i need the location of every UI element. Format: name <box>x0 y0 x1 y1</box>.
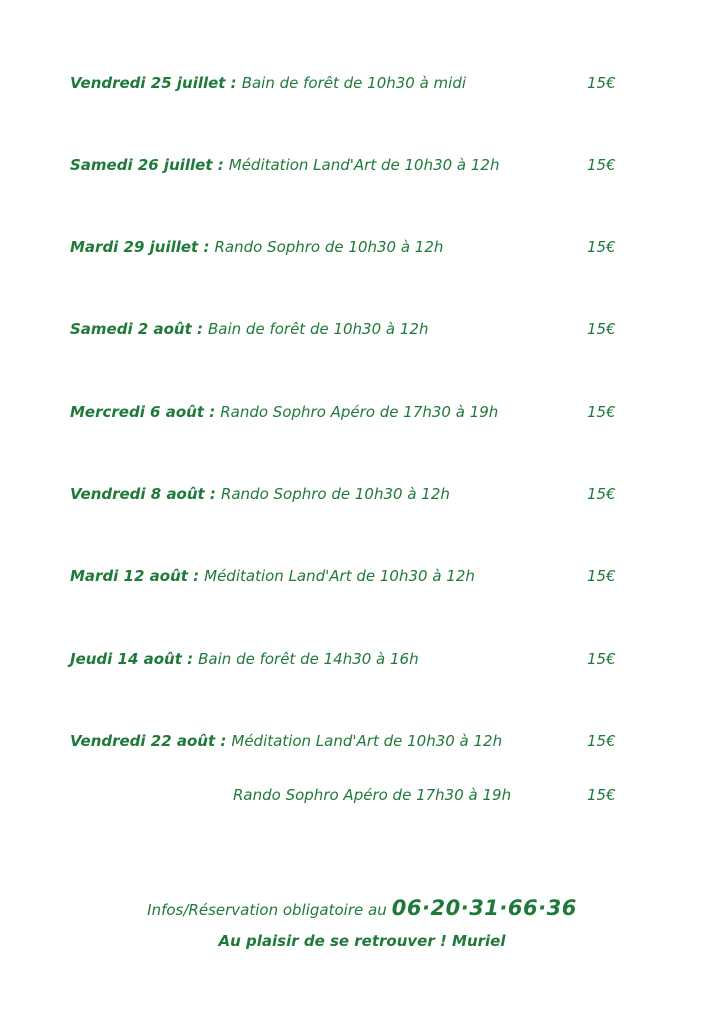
closing-line <box>0 931 724 950</box>
event-date: Mardi 12 août : <box>70 567 200 585</box>
event-date: Mercredi 6 août : <box>70 403 216 421</box>
event-row <box>70 317 630 341</box>
event-activity: Rando Sophro de 10h30 à 12h <box>220 485 450 503</box>
event-row <box>70 729 630 753</box>
event-date: Mardi 29 juillet : <box>70 238 210 256</box>
event-row <box>70 482 630 506</box>
event-price: 15€ <box>587 732 616 750</box>
booking-info <box>0 896 724 920</box>
event-date: Vendredi 22 août : <box>70 732 227 750</box>
extra-event-activity: Rando Sophro Apéro de 17h30 à 19h <box>233 786 512 804</box>
closing-text: Au plaisir de se retrouver ! Muriel <box>218 932 506 950</box>
phone-number: 06·20·31·66·36 <box>391 896 577 920</box>
event-date: Vendredi 8 août : <box>70 485 216 503</box>
event-activity: Rando Sophro de 10h30 à 12h <box>214 238 444 256</box>
event-row <box>70 153 630 177</box>
event-row <box>70 400 630 424</box>
event-price: 15€ <box>587 156 616 174</box>
event-price: 15€ <box>587 485 616 503</box>
event-date: Samedi 2 août : <box>70 320 203 338</box>
event-activity: Bain de forêt de 14h30 à 16h <box>198 650 419 668</box>
event-date: Samedi 26 juillet : <box>70 156 224 174</box>
event-row <box>70 647 630 671</box>
event-row <box>70 71 630 95</box>
event-price: 15€ <box>587 320 616 338</box>
event-price: 15€ <box>587 238 616 256</box>
event-price: 15€ <box>587 403 616 421</box>
event-date: Vendredi 25 juillet : <box>70 74 237 92</box>
event-price: 15€ <box>587 567 616 585</box>
event-price: 15€ <box>587 650 616 668</box>
booking-label: Infos/Réservation obligatoire au <box>147 901 387 919</box>
event-activity: Bain de forêt de 10h30 à 12h <box>208 320 429 338</box>
event-row <box>70 235 630 259</box>
event-activity: Méditation Land'Art de 10h30 à 12h <box>228 156 500 174</box>
event-activity: Méditation Land'Art de 10h30 à 12h <box>231 732 503 750</box>
event-price: 15€ <box>587 74 616 92</box>
event-activity: Méditation Land'Art de 10h30 à 12h <box>204 567 475 585</box>
event-activity: Bain de forêt de 10h30 à midi <box>241 74 467 92</box>
event-row <box>70 564 630 588</box>
event-date: Jeudi 14 août : <box>70 650 194 668</box>
extra-event-price: 15€ <box>587 786 616 804</box>
event-activity: Rando Sophro Apéro de 17h30 à 19h <box>220 403 499 421</box>
